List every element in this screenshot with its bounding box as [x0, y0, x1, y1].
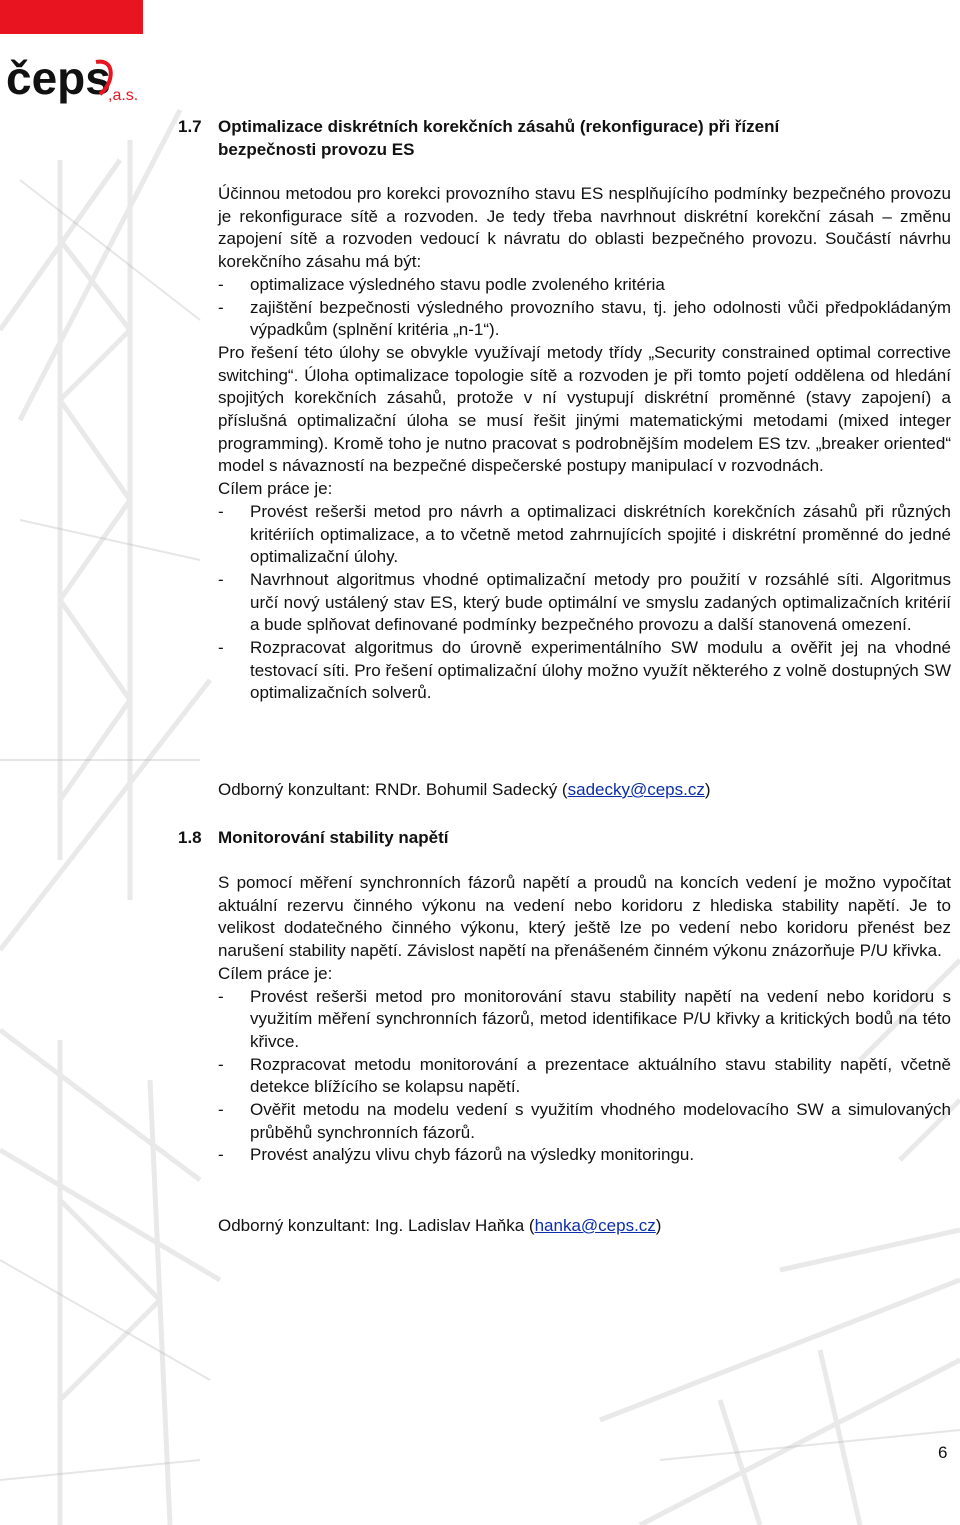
section-1-8-intro: S pomocí měření synchronních fázorů napětí a proudů na koncích vedení je možno vypočítat aktuální rezervu činného výkonu na vedení nebo koridoru z hlediska stability napětí. Je to velikost dodatečného činného výkonu, který ještě lze po vedení nebo koridoru přenést bez narušení stability napětí. Závislost napětí na přenášeném činném výkonu znázorňuje P/U křivka. [218, 873, 951, 961]
section-1-8-heading [178, 826, 878, 849]
list-item-text: Rozpracovat algoritmus do úrovně experimentálního SW modulu a ověřit jej na vhodné testovací síti. Pro řešení optimalizační úlohy možno využít některého z volně dostupných SW optimalizačních solverů. [250, 638, 951, 703]
list-item-text: Navrhnout algoritmus vhodné optimalizační metody pro použití v rozsáhlé síti. Algoritmus určí nový ustálený stav ES, který bude optimální ve smyslu zadaných optimalizačních kritérií a bude splňovat definované podmínky bezpečného provozu a další stanovená omezení. [250, 569, 951, 635]
list-dash: - [218, 501, 224, 521]
page-number: 6 [938, 1443, 948, 1462]
consultant-label: Odborný konzultant: Ing. Ladislav Haňka ( [218, 1216, 535, 1235]
section-1-8-goal-label: Cílem práce je: [218, 963, 333, 983]
list-item-text: Rozpracovat metodu monitorování a prezentace aktuálního stavu stability napětí, včetně detekce blížícího se kolapsu napětí. [250, 1054, 951, 1097]
list-dash: - [218, 274, 224, 294]
section-1-8-goals-list [218, 986, 951, 1168]
section-1-7-title-line2: bezpečnosti provozu ES [218, 140, 415, 159]
section-1-8-number: 1.8 [178, 828, 202, 847]
list-item-text: Provést rešerši metod pro monitorování stavu stability napětí na vedení nebo koridoru s využitím měření synchronních fázorů, metod identifikace P/U křivky a kritických bodů na této křivce. [250, 986, 951, 1051]
list-item [218, 1144, 951, 1167]
list-dash: - [218, 1054, 224, 1074]
list-item [218, 1099, 951, 1144]
list-dash: - [218, 638, 224, 658]
section-1-7-intro: Účinnou metodou pro korekci provozního stavu ES nesplňujícího podmínky bezpečného provozu je rekonfigurace sítě a rozvoden. Je tedy třeba navrhnout diskrétní korekční zásah – změnu zapojení sítě a rozvoden vedoucí k návratu do oblasti bezpečného provozu. Součástí návrhu korekčního zásahu má být: [218, 184, 951, 272]
consultant-label: Odborný konzultant: RNDr. Bohumil Sadecký ( [218, 780, 568, 799]
list-dash: - [218, 1145, 224, 1165]
section-1-7-body [218, 183, 951, 705]
ceps-logo-brand: čeps [6, 54, 111, 104]
section-1-7-consultant [218, 779, 951, 802]
section-1-7-title-line1: Optimalizace diskrétních korekčních zásahů (rekonfigurace) při řízení [218, 117, 780, 136]
list-dash: - [218, 1100, 224, 1120]
section-1-7-number: 1.7 [178, 117, 202, 136]
list-item-text: zajištění bezpečnosti výsledného provozního stavu, tj. jeho odolnosti vůči předpokládaným výpadkům (splnění kritéria „n-1“). [250, 297, 951, 340]
list-item [218, 986, 951, 1054]
list-item [218, 297, 951, 342]
list-item [218, 501, 951, 569]
list-item [218, 569, 951, 637]
section-1-7-criteria-list [218, 274, 951, 342]
consultant-closing: ) [704, 780, 711, 799]
section-1-8-title: Monitorování stability napětí [218, 828, 449, 847]
list-item [218, 1054, 951, 1099]
section-1-7-paragraph-2: Pro řešení této úlohy se obvykle využívají metody třídy „Security constrained optimal corrective switching“. Úloha optimalizace topologie sítě a rozvoden je při tomto pojetí oddělena od hledání spojitých korekčních zásahů, protože v ní vystupují diskrétní proměnné (stavy zapojení) a příslušná optimalizační úloha se musí řešit jinými matematickými metodami (mixed integer programming). Kromě toho je nutno pracovat s podrobnějším modelem ES tzv. „breaker oriented“ model s návazností na bezpečné dispečerské postupy manipulací v rozvodnách. [218, 342, 951, 476]
ceps-logo-suffix: ,a.s. [108, 87, 139, 104]
list-item-text: optimalizace výsledného stavu podle zvoleného kritéria [250, 274, 665, 294]
list-dash: - [218, 986, 224, 1006]
consultant-email-link[interactable]: hanka@ceps.cz [534, 1216, 656, 1235]
section-1-7-goal-label: Cílem práce je: [218, 479, 333, 499]
list-item-text: Provést analýzu vlivu chyb fázorů na výsledky monitoringu. [250, 1145, 695, 1165]
list-item-text: Ověřit metodu na modelu vedení s využitím vhodného modelovacího SW a simulovaných průběhů synchronních fázorů. [250, 1100, 951, 1142]
consultant-closing: ) [655, 1216, 662, 1235]
consultant-email-link[interactable]: sadecky@ceps.cz [567, 780, 705, 799]
list-item-text: Provést rešerši metod pro návrh a optimalizaci diskrétních korekčních zásahů při různých kritériích optimalizace, a to včetně metod zahrnujících spojité i diskrétní proměnné do jedné optimalizační úlohy. [250, 501, 951, 567]
list-item [218, 274, 951, 297]
list-dash: - [218, 297, 224, 317]
section-1-8-consultant [218, 1215, 951, 1238]
list-dash: - [218, 569, 224, 589]
section-1-8-body [218, 872, 951, 1167]
section-1-7-goals-list [218, 501, 951, 705]
section-1-7-heading [178, 115, 878, 161]
list-item [218, 637, 951, 705]
